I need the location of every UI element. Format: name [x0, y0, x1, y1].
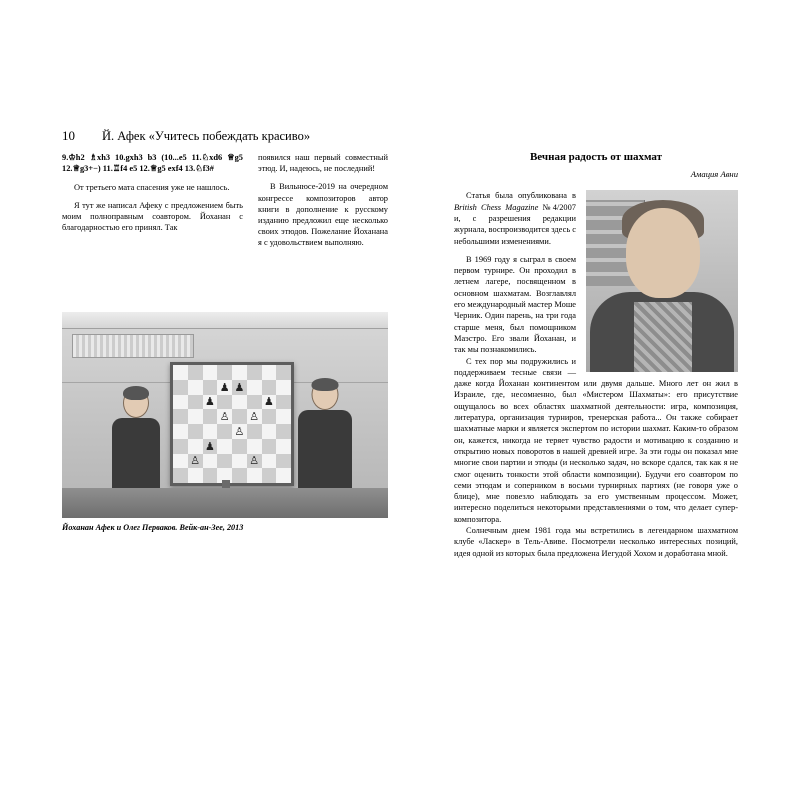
paragraph: появился наш первый совместный этюд. И, надеюсь, не последний!	[258, 153, 388, 174]
board-square	[173, 395, 188, 410]
chess-piece: ♙	[190, 454, 201, 468]
board-square	[173, 365, 188, 380]
board-square	[262, 380, 277, 395]
board-square	[173, 409, 188, 424]
chess-piece: ♟	[204, 395, 215, 409]
board-square	[232, 454, 247, 469]
board-square	[276, 365, 291, 380]
board-square	[203, 365, 218, 380]
chess-piece: ♟	[234, 380, 245, 394]
column-right	[454, 152, 738, 559]
board-square	[188, 424, 203, 439]
board-square	[262, 365, 277, 380]
board-square	[276, 424, 291, 439]
board-square	[232, 395, 247, 410]
running-title: Й. Афек «Учитесь побеждать красиво»	[102, 129, 311, 143]
ceiling	[62, 312, 388, 329]
board-square	[173, 454, 188, 469]
board-square	[232, 468, 247, 483]
board-square	[262, 468, 277, 483]
board-square	[262, 424, 277, 439]
shirt	[634, 302, 692, 372]
article-author: Амация Авни	[690, 169, 738, 180]
board-square	[203, 409, 218, 424]
board-square	[173, 380, 188, 395]
board-square	[188, 365, 203, 380]
head	[626, 208, 700, 298]
floor	[62, 488, 388, 518]
board-square	[262, 439, 277, 454]
page-content	[62, 152, 738, 692]
radiator	[72, 334, 194, 358]
board-square	[276, 395, 291, 410]
photo-caption: Йоханан Афек и Олег Перваков. Вейк-ан-Зее, 2013	[62, 523, 244, 532]
chess-piece: ♙	[249, 410, 260, 424]
page-header	[62, 128, 738, 144]
board-square	[203, 424, 218, 439]
hair	[312, 378, 339, 391]
board-square	[262, 454, 277, 469]
paragraph: В 1969 году я сыграл в своем первом турнире. Он проходил в летнем лагере, посвященном в основном шахматам. Возглавлял его международный мастер Моше Черник. Один парень, на три года старше меня, был помощником Маэстро. Его звали Йоханан, и так мы познакомились.	[454, 254, 576, 355]
board-square	[276, 454, 291, 469]
board-square	[247, 424, 262, 439]
board-square	[276, 439, 291, 454]
board-square	[262, 409, 277, 424]
board-square	[247, 395, 262, 410]
paragraph: С тех пор мы подружились и поддерживаем тесные связи — даже когда Йоханан континентом или двумя дальше. Много лет он жил в Израиле, где, несомненно, был «Мистером Шахматы»: его присутствие ощущалось во всех областях шахматной деятельности: игра, композиция, литература, организация турниров, тренерская работа... Он также собирает шахматные марки и является экспертом по истории шахмат. Каким-то образом он, кажется, никогда не теряет чувство радости и мотивацию к созданию и открытию новых поворотов в нашей древней игре. За эти годы он показал мне многие свои партии и этюды (и несколько задач, но вскоре сдался, так как я не смог оценить тонкости этой области композиции). Будучи его соавтором по семи этюдам и соперником в восьми турнирных партиях (не говоря уже о блице), мне повезло наблюдать за его умственным процессом. Может, интересно поделиться некоторыми представлениями о том, что делает супер-композитора.	[454, 356, 738, 524]
chess-piece: ♙	[249, 454, 260, 468]
hair	[123, 386, 149, 400]
board-square	[276, 409, 291, 424]
board-square	[217, 454, 232, 469]
demonstration-chessboard	[170, 362, 294, 486]
paragraph: Я тут же написал Афеку с предложением быть моим полноправным соавтором. Йоханан с благодарностью его принял. Так	[62, 201, 243, 233]
board-square	[247, 468, 262, 483]
chess-piece: ♙	[234, 424, 245, 438]
paragraph: В Вильнюсе-2019 на очередном конгрессе композиторов автор книги в дополнение к русскому изданию предложил еще несколько своих этюдов. Пожелание Йоханана я с удовольствием выполняю.	[258, 182, 388, 248]
board-square	[173, 468, 188, 483]
board-square	[217, 424, 232, 439]
article-body	[454, 190, 738, 559]
board-square	[173, 424, 188, 439]
article-title: Вечная радость от шахмат	[529, 151, 663, 163]
board-square	[247, 439, 262, 454]
paragraph: От третьего мата спасения уже не нашлось.	[74, 182, 230, 192]
board-square	[173, 439, 188, 454]
board-square	[188, 439, 203, 454]
board-square	[232, 409, 247, 424]
chess-piece: ♟	[219, 380, 230, 394]
column-left	[62, 152, 243, 234]
board-square	[247, 380, 262, 395]
board-square	[276, 380, 291, 395]
chess-piece: ♙	[219, 410, 230, 424]
board-square	[217, 395, 232, 410]
board-square	[188, 395, 203, 410]
page-number: 10	[62, 128, 75, 143]
board-square	[232, 365, 247, 380]
photo-chessboard-scene	[62, 312, 388, 518]
board-square	[217, 439, 232, 454]
chess-piece: ♟	[204, 439, 215, 453]
chess-piece: ♟	[263, 395, 274, 409]
chess-moves-line: 9.♔h2 ♗xh3 10.gxh3 b3 (10...e5 11.♘xd6 ♕g5 12.♕g3+−) 11.♖f4 e5 12.♕g5 exf4 13.♘f3#	[62, 153, 243, 174]
board-square	[247, 365, 262, 380]
board-square	[203, 380, 218, 395]
board-square	[217, 365, 232, 380]
paragraph: Солнечным днем 1981 года мы встретились в легендарном шахматном клубе «Ласкер» в Тель-Авиве. Посмотрели несколько интересных позиций, идея одной из которых была предложена Иегудой Хохом и доработана мной.	[454, 526, 738, 558]
board-square	[203, 454, 218, 469]
text-before-italic: Статья была опубликована в	[466, 191, 576, 201]
column-middle	[258, 152, 388, 249]
board-square	[188, 409, 203, 424]
board-square	[232, 439, 247, 454]
board-square	[203, 468, 218, 483]
board-square	[188, 468, 203, 483]
board-square	[276, 468, 291, 483]
text-after-italic: №4/2007 и, с разрешения редакции журнала, воспроизводится здесь с небольшими изменениями.	[454, 202, 576, 246]
board-square	[188, 380, 203, 395]
photo-portrait	[586, 190, 738, 372]
journal-name: British Chess Magazine	[454, 202, 539, 212]
